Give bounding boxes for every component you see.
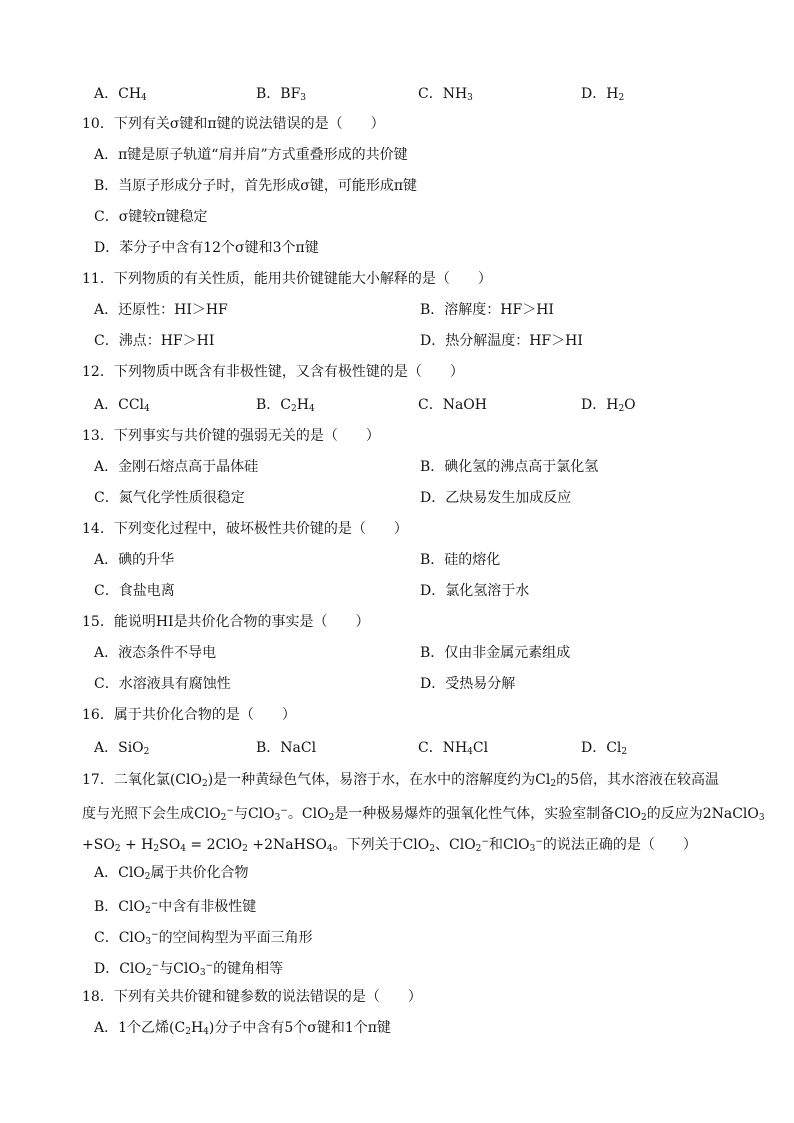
- q11-option-d: D．热分解温度：HF＞HI: [420, 333, 583, 349]
- q11-stem: 11．下列物质的有关性质，能用共价键键能大小解释的是（ ）: [82, 271, 492, 287]
- q10-option-a: A．π键是原子轨道“肩并肩”方式重叠形成的共价键: [94, 147, 408, 163]
- q17-line-1: 17．二氧化氯(ClO$_2$)是一种黄绿色气体，易溶于水，在水中的溶解度约为$Cl_2$的5倍，其水溶液在较高温: [82, 772, 719, 789]
- q10-option-b: B．当原子形成分子时，首先形成σ键，可能形成π键: [94, 178, 418, 194]
- q11-option-a: A．还原性：HI＞HF: [94, 302, 228, 318]
- q15-option-d: D．受热易分解: [420, 676, 516, 692]
- q14-option-d: D．氯化氢溶于水: [420, 583, 530, 599]
- q17-option-d: D．ClO$_2$−与ClO$_3$−的键角相等: [94, 961, 284, 978]
- q15-option-c: C．水溶液具有腐蚀性: [94, 676, 231, 692]
- q16-option-b: B．NaCl: [256, 740, 317, 756]
- q13-option-c: C．氮气化学性质很稳定: [94, 490, 245, 506]
- q18-option-a: A．1个乙烯$(C_2H_4)$分子中含有5个σ键和1个π键: [94, 1020, 391, 1037]
- q9-option-a: A．$CH_4$: [94, 86, 147, 103]
- q12-stem: 12．下列物质中既含有非极性键，又含有极性键的是（ ）: [82, 364, 464, 380]
- q13-option-a: A．金刚石熔点高于晶体硅: [94, 459, 259, 475]
- q15-option-a: A．液态条件不导电: [94, 645, 217, 661]
- q15-option-b: B．仅由非金属元素组成: [420, 645, 571, 661]
- q13-option-d: D．乙炔易发生加成反应: [420, 490, 572, 506]
- q9-option-b: B．$BF_3$: [256, 86, 307, 103]
- q14-option-c: C．食盐电离: [94, 583, 175, 599]
- q16-stem: 16．属于共价化合物的是（ ）: [82, 707, 296, 723]
- q17-option-a: A．ClO$_2$属于共价化合物: [94, 865, 249, 882]
- q10-stem: 10．下列有关σ键和π键的说法错误的是（ ）: [82, 116, 385, 132]
- q14-option-b: B．硅的熔化: [420, 552, 501, 568]
- q12-option-d: D．$H_2O$: [581, 397, 636, 414]
- q14-stem: 14．下列变化过程中，破坏极性共价键的是（ ）: [82, 521, 408, 537]
- q10-option-c: C．σ键较π键稳定: [94, 209, 208, 225]
- q9-option-d: D．$H_2$: [581, 86, 625, 103]
- q10-option-d: D．苯分子中含有12个σ键和3个π键: [94, 240, 319, 256]
- q9-option-c: C．$NH_3$: [418, 86, 473, 103]
- q14-option-a: A．碘的升华: [94, 552, 175, 568]
- q16-option-a: A．SiO$_2$: [94, 740, 150, 757]
- q17-option-b: B．ClO$_2$−中含有非极性键: [94, 899, 257, 916]
- q11-option-c: C．沸点：HF＞HI: [94, 333, 215, 349]
- q15-stem: 15．能说明HI是共价化合物的事实是（ ）: [82, 614, 370, 630]
- q11-option-b: B．溶解度：HF＞HI: [420, 302, 554, 318]
- q17-line-3: $+SO_2 + H_2SO_4 = 2ClO_2$ +2NaHSO$_4$。下列关于ClO$_2$、ClO$_2$−和ClO$_3$−的说法正确的是（ ）: [82, 837, 697, 854]
- q12-option-b: B．$C_2H_4$: [256, 397, 315, 414]
- q13-stem: 13．下列事实与共价键的强弱无关的是（ ）: [82, 428, 380, 444]
- q17-option-c: C．ClO$_3$−的空间构型为平面三角形: [94, 930, 313, 947]
- q16-option-c: C．$NH_4Cl$: [418, 740, 489, 757]
- q16-option-d: D．$Cl_2$: [581, 740, 628, 757]
- q13-option-b: B．碘化氢的沸点高于氯化氢: [420, 459, 599, 475]
- q17-line-2: 度与光照下会生成ClO$_2$−与ClO$_3$−。ClO$_2$是一种极易爆炸的强氧化性气体，实验室制备ClO$_2$的反应为2NaClO$_3$: [82, 806, 765, 823]
- q18-stem: 18．下列有关共价键和键参数的说法错误的是（ ）: [82, 989, 422, 1005]
- q12-option-c: C．NaOH: [418, 397, 487, 413]
- q12-option-a: A．CCl$_4$: [94, 397, 150, 414]
